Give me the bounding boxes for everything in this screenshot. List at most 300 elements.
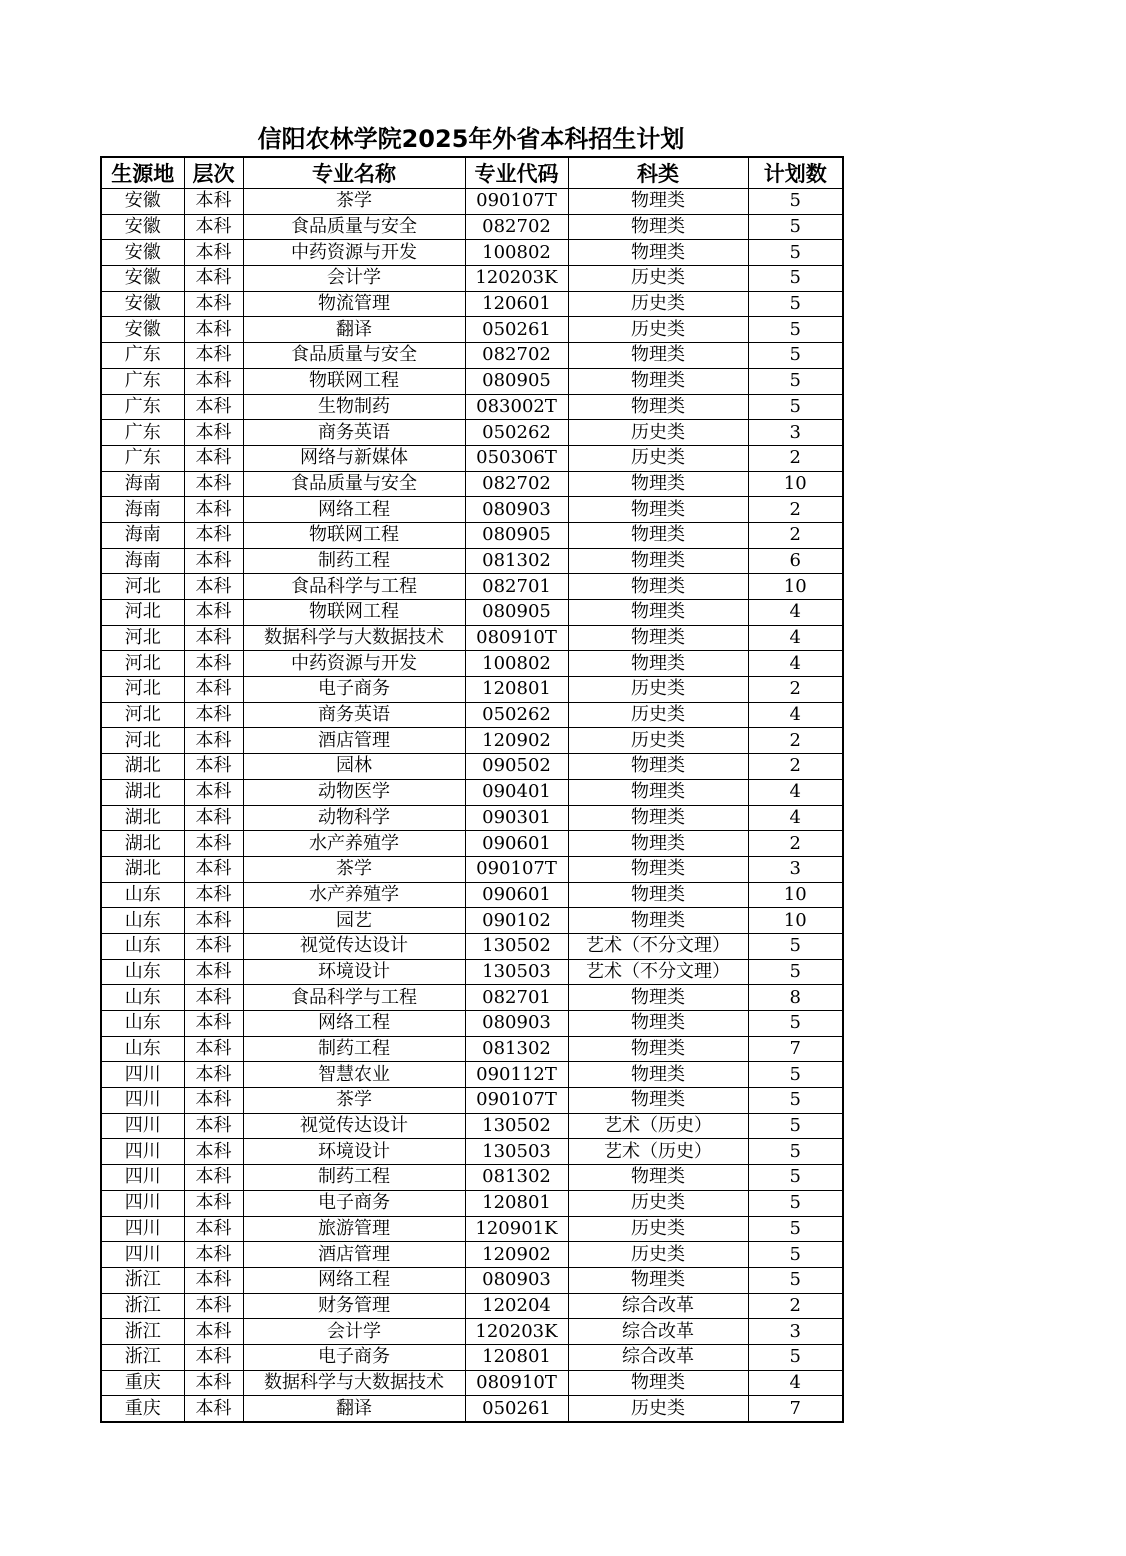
cell-plan-count: 5 bbox=[748, 1113, 843, 1139]
table-row bbox=[101, 266, 843, 292]
cell-plan-count: 5 bbox=[748, 317, 843, 343]
cell-subject-category: 历史类 bbox=[568, 266, 748, 292]
table-row bbox=[101, 317, 843, 343]
table-row bbox=[101, 1396, 843, 1422]
table-row bbox=[101, 1242, 843, 1268]
cell-plan-count: 7 bbox=[748, 1396, 843, 1422]
cell-plan-count: 2 bbox=[748, 497, 843, 523]
cell-level: 本科 bbox=[184, 1190, 243, 1216]
cell-plan-count: 3 bbox=[748, 856, 843, 882]
cell-subject-category: 物理类 bbox=[568, 471, 748, 497]
table-row bbox=[101, 497, 843, 523]
cell-plan-count: 10 bbox=[748, 574, 843, 600]
cell-level: 本科 bbox=[184, 985, 243, 1011]
cell-subject-category: 历史类 bbox=[568, 317, 748, 343]
cell-level: 本科 bbox=[184, 856, 243, 882]
cell-level: 本科 bbox=[184, 574, 243, 600]
cell-level: 本科 bbox=[184, 394, 243, 420]
cell-plan-count: 2 bbox=[748, 831, 843, 857]
cell-major-code: 080910T bbox=[465, 1370, 568, 1396]
cell-major-name: 数据科学与大数据技术 bbox=[243, 1370, 465, 1396]
cell-plan-count: 2 bbox=[748, 522, 843, 548]
cell-plan-count: 5 bbox=[748, 1344, 843, 1370]
cell-major-code: 081302 bbox=[465, 1165, 568, 1191]
cell-source-region: 河北 bbox=[101, 728, 184, 754]
cell-major-code: 090107T bbox=[465, 189, 568, 215]
cell-subject-category: 综合改革 bbox=[568, 1293, 748, 1319]
cell-major-name: 电子商务 bbox=[243, 677, 465, 703]
table-row bbox=[101, 1267, 843, 1293]
table-row bbox=[101, 754, 843, 780]
cell-plan-count: 5 bbox=[748, 343, 843, 369]
cell-major-code: 080905 bbox=[465, 368, 568, 394]
table-row bbox=[101, 600, 843, 626]
cell-subject-category: 艺术（历史） bbox=[568, 1113, 748, 1139]
cell-plan-count: 5 bbox=[748, 368, 843, 394]
cell-subject-category: 物理类 bbox=[568, 779, 748, 805]
cell-plan-count: 10 bbox=[748, 908, 843, 934]
table-row bbox=[101, 420, 843, 446]
cell-major-name: 会计学 bbox=[243, 266, 465, 292]
cell-source-region: 四川 bbox=[101, 1190, 184, 1216]
cell-subject-category: 综合改革 bbox=[568, 1344, 748, 1370]
cell-major-code: 082701 bbox=[465, 574, 568, 600]
cell-major-code: 090601 bbox=[465, 831, 568, 857]
cell-source-region: 山东 bbox=[101, 1011, 184, 1037]
cell-major-code: 120204 bbox=[465, 1293, 568, 1319]
cell-level: 本科 bbox=[184, 1396, 243, 1422]
table-row bbox=[101, 985, 843, 1011]
cell-major-code: 130502 bbox=[465, 933, 568, 959]
header-plan-count: 计划数 bbox=[748, 157, 843, 189]
table-header-row bbox=[101, 157, 843, 189]
table-row bbox=[101, 779, 843, 805]
cell-major-code: 090102 bbox=[465, 908, 568, 934]
table-row bbox=[101, 1062, 843, 1088]
table-row bbox=[101, 291, 843, 317]
cell-source-region: 山东 bbox=[101, 908, 184, 934]
cell-major-code: 082702 bbox=[465, 343, 568, 369]
cell-source-region: 湖北 bbox=[101, 831, 184, 857]
cell-source-region: 重庆 bbox=[101, 1370, 184, 1396]
cell-subject-category: 物理类 bbox=[568, 497, 748, 523]
table-row bbox=[101, 471, 843, 497]
cell-plan-count: 5 bbox=[748, 1190, 843, 1216]
cell-major-code: 100802 bbox=[465, 240, 568, 266]
cell-plan-count: 3 bbox=[748, 420, 843, 446]
cell-plan-count: 5 bbox=[748, 240, 843, 266]
cell-major-code: 120203K bbox=[465, 1319, 568, 1345]
cell-plan-count: 5 bbox=[748, 959, 843, 985]
cell-source-region: 山东 bbox=[101, 933, 184, 959]
cell-level: 本科 bbox=[184, 368, 243, 394]
table-row bbox=[101, 882, 843, 908]
cell-plan-count: 2 bbox=[748, 754, 843, 780]
cell-source-region: 重庆 bbox=[101, 1396, 184, 1422]
cell-level: 本科 bbox=[184, 420, 243, 446]
cell-level: 本科 bbox=[184, 933, 243, 959]
cell-major-code: 080903 bbox=[465, 1011, 568, 1037]
cell-level: 本科 bbox=[184, 266, 243, 292]
cell-major-code: 090601 bbox=[465, 882, 568, 908]
cell-major-name: 食品质量与安全 bbox=[243, 471, 465, 497]
table-row bbox=[101, 1344, 843, 1370]
cell-major-name: 制药工程 bbox=[243, 548, 465, 574]
cell-subject-category: 艺术（不分文理） bbox=[568, 959, 748, 985]
cell-source-region: 浙江 bbox=[101, 1344, 184, 1370]
cell-source-region: 湖北 bbox=[101, 805, 184, 831]
cell-level: 本科 bbox=[184, 1216, 243, 1242]
cell-subject-category: 历史类 bbox=[568, 1216, 748, 1242]
cell-source-region: 浙江 bbox=[101, 1319, 184, 1345]
cell-major-name: 网络与新媒体 bbox=[243, 445, 465, 471]
cell-plan-count: 6 bbox=[748, 548, 843, 574]
cell-subject-category: 物理类 bbox=[568, 1267, 748, 1293]
cell-plan-count: 4 bbox=[748, 702, 843, 728]
table-row bbox=[101, 728, 843, 754]
cell-subject-category: 物理类 bbox=[568, 548, 748, 574]
cell-major-name: 制药工程 bbox=[243, 1036, 465, 1062]
cell-major-code: 120902 bbox=[465, 1242, 568, 1268]
cell-level: 本科 bbox=[184, 1011, 243, 1037]
cell-plan-count: 10 bbox=[748, 471, 843, 497]
cell-subject-category: 物理类 bbox=[568, 522, 748, 548]
cell-plan-count: 7 bbox=[748, 1036, 843, 1062]
table-row bbox=[101, 1139, 843, 1165]
cell-plan-count: 5 bbox=[748, 933, 843, 959]
table-row bbox=[101, 445, 843, 471]
table-row bbox=[101, 189, 843, 215]
header-level: 层次 bbox=[184, 157, 243, 189]
cell-major-code: 080903 bbox=[465, 497, 568, 523]
cell-plan-count: 2 bbox=[748, 1293, 843, 1319]
cell-major-name: 茶学 bbox=[243, 189, 465, 215]
cell-source-region: 河北 bbox=[101, 702, 184, 728]
cell-major-name: 物联网工程 bbox=[243, 600, 465, 626]
cell-source-region: 广东 bbox=[101, 394, 184, 420]
cell-source-region: 海南 bbox=[101, 522, 184, 548]
cell-major-name: 商务英语 bbox=[243, 702, 465, 728]
table-row bbox=[101, 574, 843, 600]
cell-major-code: 120801 bbox=[465, 1190, 568, 1216]
cell-major-code: 081302 bbox=[465, 1036, 568, 1062]
cell-source-region: 海南 bbox=[101, 471, 184, 497]
cell-major-code: 083002T bbox=[465, 394, 568, 420]
cell-source-region: 四川 bbox=[101, 1062, 184, 1088]
cell-major-name: 酒店管理 bbox=[243, 1242, 465, 1268]
cell-source-region: 四川 bbox=[101, 1216, 184, 1242]
cell-major-name: 中药资源与开发 bbox=[243, 651, 465, 677]
cell-major-code: 130503 bbox=[465, 1139, 568, 1165]
document-title: 信阳农林学院2025年外省本科招生计划 bbox=[257, 125, 685, 153]
cell-major-name: 视觉传达设计 bbox=[243, 933, 465, 959]
cell-source-region: 河北 bbox=[101, 677, 184, 703]
cell-level: 本科 bbox=[184, 831, 243, 857]
cell-level: 本科 bbox=[184, 1088, 243, 1114]
cell-major-name: 食品质量与安全 bbox=[243, 214, 465, 240]
cell-source-region: 河北 bbox=[101, 651, 184, 677]
cell-major-code: 120901K bbox=[465, 1216, 568, 1242]
cell-major-name: 旅游管理 bbox=[243, 1216, 465, 1242]
cell-subject-category: 物理类 bbox=[568, 394, 748, 420]
cell-subject-category: 物理类 bbox=[568, 214, 748, 240]
cell-subject-category: 物理类 bbox=[568, 1370, 748, 1396]
cell-plan-count: 2 bbox=[748, 677, 843, 703]
cell-source-region: 四川 bbox=[101, 1113, 184, 1139]
table-row bbox=[101, 240, 843, 266]
cell-source-region: 广东 bbox=[101, 420, 184, 446]
cell-major-code: 090112T bbox=[465, 1062, 568, 1088]
cell-source-region: 安徽 bbox=[101, 189, 184, 215]
cell-level: 本科 bbox=[184, 1293, 243, 1319]
cell-subject-category: 物理类 bbox=[568, 343, 748, 369]
cell-major-name: 茶学 bbox=[243, 1088, 465, 1114]
cell-major-code: 050306T bbox=[465, 445, 568, 471]
cell-plan-count: 5 bbox=[748, 266, 843, 292]
header-major-code: 专业代码 bbox=[465, 157, 568, 189]
cell-major-name: 食品科学与工程 bbox=[243, 574, 465, 600]
cell-level: 本科 bbox=[184, 959, 243, 985]
cell-major-name: 食品科学与工程 bbox=[243, 985, 465, 1011]
cell-level: 本科 bbox=[184, 291, 243, 317]
cell-subject-category: 物理类 bbox=[568, 908, 748, 934]
cell-plan-count: 5 bbox=[748, 1139, 843, 1165]
cell-plan-count: 5 bbox=[748, 1062, 843, 1088]
cell-subject-category: 历史类 bbox=[568, 702, 748, 728]
cell-subject-category: 历史类 bbox=[568, 677, 748, 703]
cell-subject-category: 物理类 bbox=[568, 805, 748, 831]
cell-plan-count: 8 bbox=[748, 985, 843, 1011]
table-row bbox=[101, 651, 843, 677]
cell-subject-category: 物理类 bbox=[568, 368, 748, 394]
table-row bbox=[101, 1293, 843, 1319]
cell-major-name: 水产养殖学 bbox=[243, 831, 465, 857]
cell-level: 本科 bbox=[184, 805, 243, 831]
cell-source-region: 山东 bbox=[101, 985, 184, 1011]
cell-subject-category: 物理类 bbox=[568, 625, 748, 651]
cell-subject-category: 艺术（历史） bbox=[568, 1139, 748, 1165]
cell-plan-count: 4 bbox=[748, 1370, 843, 1396]
cell-major-name: 酒店管理 bbox=[243, 728, 465, 754]
cell-plan-count: 5 bbox=[748, 214, 843, 240]
cell-subject-category: 物理类 bbox=[568, 189, 748, 215]
table-row bbox=[101, 831, 843, 857]
cell-plan-count: 4 bbox=[748, 625, 843, 651]
cell-level: 本科 bbox=[184, 882, 243, 908]
cell-source-region: 湖北 bbox=[101, 779, 184, 805]
cell-subject-category: 物理类 bbox=[568, 856, 748, 882]
cell-major-code: 090107T bbox=[465, 1088, 568, 1114]
cell-major-code: 080910T bbox=[465, 625, 568, 651]
cell-level: 本科 bbox=[184, 1319, 243, 1345]
cell-major-code: 082702 bbox=[465, 214, 568, 240]
cell-major-code: 050262 bbox=[465, 420, 568, 446]
cell-major-code: 090401 bbox=[465, 779, 568, 805]
cell-plan-count: 5 bbox=[748, 189, 843, 215]
cell-major-name: 园林 bbox=[243, 754, 465, 780]
cell-level: 本科 bbox=[184, 497, 243, 523]
cell-major-code: 080903 bbox=[465, 1267, 568, 1293]
cell-major-code: 100802 bbox=[465, 651, 568, 677]
cell-subject-category: 艺术（不分文理） bbox=[568, 933, 748, 959]
cell-subject-category: 历史类 bbox=[568, 1242, 748, 1268]
table-row bbox=[101, 933, 843, 959]
cell-level: 本科 bbox=[184, 522, 243, 548]
cell-major-code: 081302 bbox=[465, 548, 568, 574]
cell-subject-category: 历史类 bbox=[568, 1190, 748, 1216]
cell-level: 本科 bbox=[184, 651, 243, 677]
cell-source-region: 安徽 bbox=[101, 240, 184, 266]
cell-source-region: 山东 bbox=[101, 1036, 184, 1062]
cell-major-name: 电子商务 bbox=[243, 1190, 465, 1216]
cell-plan-count: 5 bbox=[748, 1011, 843, 1037]
cell-level: 本科 bbox=[184, 625, 243, 651]
cell-plan-count: 5 bbox=[748, 1267, 843, 1293]
cell-level: 本科 bbox=[184, 445, 243, 471]
cell-level: 本科 bbox=[184, 600, 243, 626]
cell-level: 本科 bbox=[184, 1242, 243, 1268]
cell-source-region: 安徽 bbox=[101, 317, 184, 343]
enrollment-plan-table bbox=[100, 156, 844, 1423]
header-major-name: 专业名称 bbox=[243, 157, 465, 189]
cell-plan-count: 10 bbox=[748, 882, 843, 908]
cell-major-name: 物联网工程 bbox=[243, 368, 465, 394]
cell-source-region: 河北 bbox=[101, 574, 184, 600]
table-row bbox=[101, 1370, 843, 1396]
table-row bbox=[101, 1113, 843, 1139]
table-body bbox=[101, 189, 843, 1423]
cell-level: 本科 bbox=[184, 728, 243, 754]
cell-major-name: 茶学 bbox=[243, 856, 465, 882]
cell-subject-category: 物理类 bbox=[568, 754, 748, 780]
cell-major-name: 翻译 bbox=[243, 1396, 465, 1422]
cell-source-region: 海南 bbox=[101, 548, 184, 574]
cell-level: 本科 bbox=[184, 754, 243, 780]
cell-level: 本科 bbox=[184, 1370, 243, 1396]
cell-subject-category: 历史类 bbox=[568, 291, 748, 317]
cell-subject-category: 物理类 bbox=[568, 831, 748, 857]
cell-level: 本科 bbox=[184, 1062, 243, 1088]
table-row bbox=[101, 1036, 843, 1062]
table-row bbox=[101, 343, 843, 369]
cell-plan-count: 2 bbox=[748, 728, 843, 754]
cell-level: 本科 bbox=[184, 1344, 243, 1370]
cell-level: 本科 bbox=[184, 1036, 243, 1062]
cell-plan-count: 5 bbox=[748, 1216, 843, 1242]
cell-subject-category: 历史类 bbox=[568, 445, 748, 471]
cell-level: 本科 bbox=[184, 677, 243, 703]
cell-subject-category: 历史类 bbox=[568, 728, 748, 754]
table-row bbox=[101, 677, 843, 703]
cell-major-name: 智慧农业 bbox=[243, 1062, 465, 1088]
table-row bbox=[101, 805, 843, 831]
cell-source-region: 广东 bbox=[101, 445, 184, 471]
cell-source-region: 浙江 bbox=[101, 1293, 184, 1319]
cell-major-code: 050261 bbox=[465, 1396, 568, 1422]
cell-level: 本科 bbox=[184, 317, 243, 343]
table-row bbox=[101, 368, 843, 394]
cell-major-name: 网络工程 bbox=[243, 497, 465, 523]
cell-subject-category: 历史类 bbox=[568, 1396, 748, 1422]
cell-major-code: 120801 bbox=[465, 1344, 568, 1370]
table-row bbox=[101, 908, 843, 934]
cell-source-region: 四川 bbox=[101, 1088, 184, 1114]
cell-source-region: 河北 bbox=[101, 625, 184, 651]
cell-subject-category: 物理类 bbox=[568, 600, 748, 626]
cell-major-code: 080905 bbox=[465, 600, 568, 626]
cell-plan-count: 3 bbox=[748, 1319, 843, 1345]
cell-level: 本科 bbox=[184, 214, 243, 240]
cell-plan-count: 5 bbox=[748, 1165, 843, 1191]
cell-major-code: 050262 bbox=[465, 702, 568, 728]
cell-source-region: 山东 bbox=[101, 959, 184, 985]
table-row bbox=[101, 856, 843, 882]
cell-plan-count: 5 bbox=[748, 1242, 843, 1268]
cell-major-name: 财务管理 bbox=[243, 1293, 465, 1319]
cell-major-name: 商务英语 bbox=[243, 420, 465, 446]
cell-major-name: 园艺 bbox=[243, 908, 465, 934]
cell-level: 本科 bbox=[184, 548, 243, 574]
table-row bbox=[101, 522, 843, 548]
cell-major-name: 动物科学 bbox=[243, 805, 465, 831]
cell-subject-category: 物理类 bbox=[568, 1088, 748, 1114]
cell-major-name: 物联网工程 bbox=[243, 522, 465, 548]
header-source-region: 生源地 bbox=[101, 157, 184, 189]
table-row bbox=[101, 548, 843, 574]
cell-source-region: 安徽 bbox=[101, 214, 184, 240]
table-row bbox=[101, 1319, 843, 1345]
cell-subject-category: 物理类 bbox=[568, 240, 748, 266]
cell-level: 本科 bbox=[184, 240, 243, 266]
cell-source-region: 浙江 bbox=[101, 1267, 184, 1293]
cell-plan-count: 5 bbox=[748, 394, 843, 420]
cell-major-code: 082702 bbox=[465, 471, 568, 497]
table-row bbox=[101, 702, 843, 728]
cell-plan-count: 4 bbox=[748, 805, 843, 831]
cell-subject-category: 物理类 bbox=[568, 574, 748, 600]
cell-major-name: 网络工程 bbox=[243, 1267, 465, 1293]
cell-major-code: 090502 bbox=[465, 754, 568, 780]
cell-major-code: 130503 bbox=[465, 959, 568, 985]
cell-source-region: 广东 bbox=[101, 343, 184, 369]
cell-plan-count: 4 bbox=[748, 779, 843, 805]
cell-major-name: 物流管理 bbox=[243, 291, 465, 317]
cell-major-name: 环境设计 bbox=[243, 1139, 465, 1165]
cell-subject-category: 物理类 bbox=[568, 1011, 748, 1037]
cell-source-region: 安徽 bbox=[101, 266, 184, 292]
cell-source-region: 四川 bbox=[101, 1242, 184, 1268]
cell-source-region: 河北 bbox=[101, 600, 184, 626]
cell-source-region: 安徽 bbox=[101, 291, 184, 317]
cell-major-code: 120203K bbox=[465, 266, 568, 292]
table-row bbox=[101, 1165, 843, 1191]
table-row bbox=[101, 394, 843, 420]
cell-level: 本科 bbox=[184, 1139, 243, 1165]
cell-source-region: 四川 bbox=[101, 1165, 184, 1191]
cell-level: 本科 bbox=[184, 343, 243, 369]
cell-source-region: 广东 bbox=[101, 368, 184, 394]
cell-level: 本科 bbox=[184, 189, 243, 215]
cell-major-name: 会计学 bbox=[243, 1319, 465, 1345]
cell-subject-category: 物理类 bbox=[568, 1165, 748, 1191]
cell-major-code: 130502 bbox=[465, 1113, 568, 1139]
cell-level: 本科 bbox=[184, 779, 243, 805]
cell-major-code: 120801 bbox=[465, 677, 568, 703]
cell-major-code: 050261 bbox=[465, 317, 568, 343]
cell-plan-count: 5 bbox=[748, 1088, 843, 1114]
cell-subject-category: 物理类 bbox=[568, 1036, 748, 1062]
cell-major-code: 120601 bbox=[465, 291, 568, 317]
